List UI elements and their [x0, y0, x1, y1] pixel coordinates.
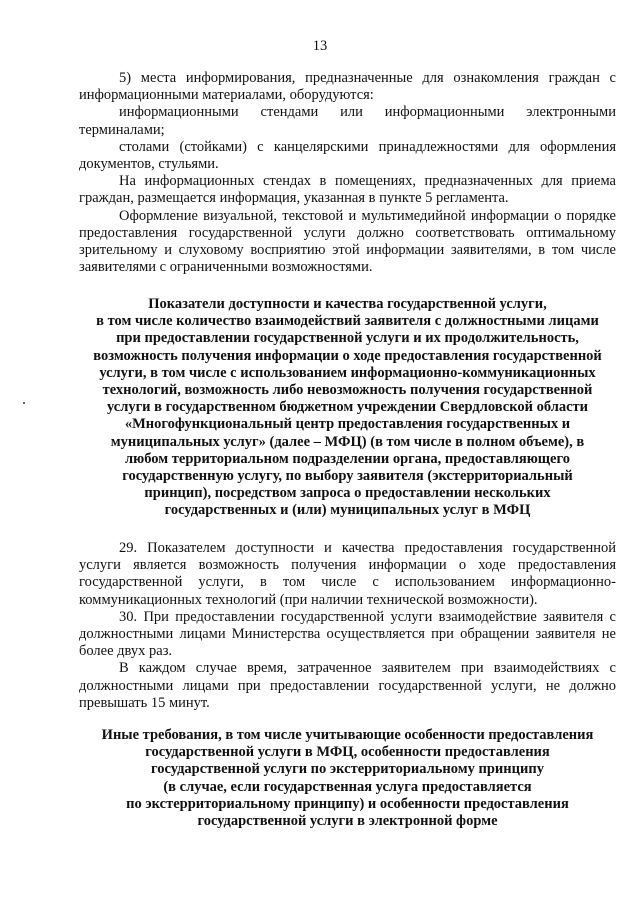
heading-line: услуги, в том числе с использованием информационно-коммуникационных: [99, 364, 596, 381]
heading-line: Показатели доступности и качества государственной услуги,: [148, 296, 547, 312]
heading-line: государственной услуги по экстерриториальному принципу: [151, 761, 544, 778]
heading-line: в том числе количество взаимодействий заявителя с должностными лицами: [96, 313, 599, 330]
heading-line: государственных и (или) муниципальных услуг в МФЦ: [164, 502, 531, 519]
heading-line: любом территориальном подразделении органа, предоставляющего: [125, 450, 570, 467]
section-heading-accessibility: [79, 296, 616, 520]
heading-line: муниципальных услуг» (далее – МФЦ) (в том числе в полном объеме), в: [110, 433, 585, 450]
section-heading-other-requirements: [79, 727, 616, 830]
heading-line: государственной услуги в МФЦ, особенности предоставления: [145, 744, 550, 761]
heading-line: принцип), посредством запроса о предоставлении нескольких: [144, 485, 551, 502]
heading-line: (в случае, если государственная услуга предоставляется: [163, 778, 532, 795]
heading-line: государственной услуги в электронной форме: [197, 813, 498, 830]
paragraph-visual-info: Оформление визуальной, текстовой и мультимедийной информации о порядке предоставления государственной услуги должно соответствовать оптимальному зрительному и слуховому восприятию этой информации заявителями, в том числе заявителями с ограниченными возможностями.: [79, 207, 616, 276]
paragraph-tables: столами (стойками) с канцелярскими принадлежностями для оформления документов, стульями.: [79, 138, 616, 173]
paragraph-item-5: 5) места информирования, предназначенные для ознакомления граждан с информационными материалами, оборудуются:: [79, 70, 616, 104]
heading-line: услуги в государственном бюджетном учреждении Свердловской области: [106, 399, 589, 416]
heading-line: по экстерриториальному принципу) и особенности предоставления: [126, 795, 569, 812]
paragraph-item-30: 30. При предоставлении государственной услуги взаимодействие заявителя с должностными лицами Министерства осуществляется при обращении заявителя не более двух раз.: [79, 608, 616, 660]
paragraph-item-29: 29. Показателем доступности и качества предоставления государственной услуги является возможность получения информации о ходе предоставления государственной услуги, в том числе с использованием информационно-коммуникационных технологий (при наличии технической возможности).: [79, 540, 616, 608]
page-number: 13: [312, 38, 328, 54]
heading-line: «Многофункциональный центр предоставления государственных и: [124, 416, 571, 433]
heading-line: государственную услугу, по выбору заявителя (экстерриториальный: [122, 468, 573, 485]
heading-line: технологий, возможность либо невозможность получения государственной: [102, 382, 593, 399]
heading-line: возможность получения информации о ходе предоставления государственной: [93, 347, 602, 364]
paragraph-stands-info: На информационных стендах в помещениях, предназначенных для приема граждан, размещается информация, указанная в пункте 5 регламента.: [79, 173, 616, 207]
paragraph-time-limit: В каждом случае время, затраченное заявителем при взаимодействиях с должностными лицами при предоставлении государственной услуги, не должно превышать 15 минут.: [79, 660, 616, 711]
scan-speck: [23, 402, 25, 404]
paragraph-stands: информационными стендами или информационными электронными терминалами;: [79, 104, 616, 138]
accessibility-section: [79, 540, 616, 712]
info-places-section: [79, 70, 616, 276]
heading-line: Иные требования, в том числе учитывающие особенности предоставления: [101, 727, 594, 743]
heading-line: при предоставлении государственной услуги и их продолжительность,: [116, 330, 579, 347]
